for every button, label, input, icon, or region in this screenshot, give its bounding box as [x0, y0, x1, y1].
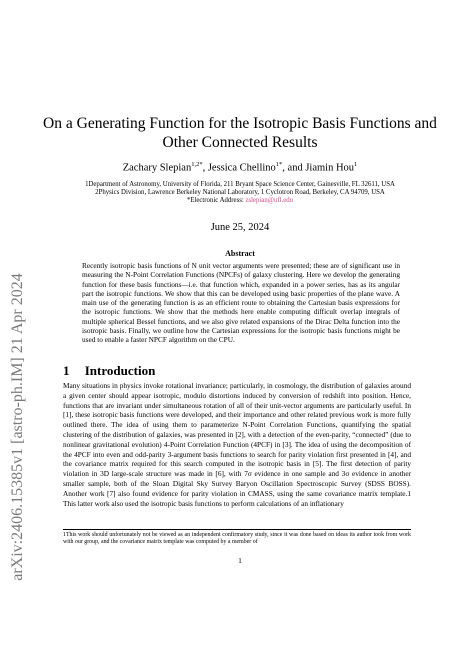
paper-title: On a Generating Function for the Isotropic Basis Functions and Other Connected Results: [43, 115, 437, 151]
section-number: 1: [63, 363, 70, 378]
email-link[interactable]: zslepian@ufl.edu: [245, 197, 294, 204]
footnote: 1This work should unfortunately not be viewed as an independent confirmatory study, since it was done based on ideas its author took from work with our group, and the covariance matrix template was computed by a member of: [63, 529, 411, 546]
abstract-heading: Abstract: [225, 249, 255, 258]
introduction-text: Many situations in physics invoke rotational invariance; particularly, in cosmology, the distribution of galaxies around a given center should appear isotropic, modulo distortions induced by conversion of redshift into position. Hence, functions that are invariant under simultaneous rotation of all of their unit-vector arguments are particularly useful. In [1], these isotropic basis functions were developed, and their importance and other related previous work is more fully outlined there. The idea of using them to parameterize N-Point Correlation Functions, quantifying the spatial clustering of the distribution of galaxies, was presented in [2], with a detection of the even-parity, “connected” (due to nonlinear gravitational evolution) 4-Point Correlation Function (4PCF) in [3]. The idea of using the decomposition of the 4PCF into even and odd-parity 3-argument basis functions to search for parity violation first presented in [4], and the covariance matrix required for this search computed in the isotropic basis in [5]. The first detection of parity violation in 3D large-scale structure was made in [6], with 7σ evidence in one sample and 3σ evidence in another smaller sample, both of the Sloan Digital Sky Survey Baryon Oscillation Spectroscopic Survey (SDSS BOSS). Another work [7] also found evidence for parity violation in CMASS, using the same covariance matrix template.1 This latter work also used the isotropic basis functions to perform calculations of an inflationary: [63, 381, 411, 508]
section-title: Introduction: [84, 363, 156, 378]
section-heading: [63, 363, 155, 379]
arxiv-identifier-stamp: [2, 273, 34, 581]
affiliations: [60, 181, 420, 205]
abstract-text: Recently isotropic basis functions of N unit vector arguments were presented; these are of significant use in measuring the N-Point Correlation Functions (NPCFs) of galaxy clustering. Here we develop the generating function for these basis functions—i.e. that function which, expanded in a power series, has as its angular part the isotropic functions. We show that this can be developed using basic properties of the plane wave. A main use of the generating function is as an efficient route to obtaining the Cartesian basis expressions for the isotropic functions. We show that the methods here enable computing difficult overlap integrals of multiple spherical Bessel functions, and we also give related expansions of the Dirac Delta function into the isotropic basis. Finally, we outline how the Cartesian expressions for the isotropic basis functions might be used to enable a faster NPCF algorithm on the CPU.: [82, 261, 400, 345]
affiliation-2: 2Physics Division, Lawrence Berkeley National Laboratory, 1 Cyclotron Road, Berkeley, CA 94709, USA: [95, 189, 385, 196]
arxiv-identifier: arXiv:2406.15385v1 [astro-ph.IM] 21 Apr 2024: [9, 273, 26, 581]
author-list: Zachary Slepian$^{1,2*}$, Jessica Chellino$^{1*}$, and Jiamin Hou$^1$: [122, 161, 358, 174]
page-number: 1: [238, 556, 242, 565]
contact-email[interactable]: *Electronic Address: zslepian@ufl.edu: [186, 197, 294, 204]
affiliation-1: 1Department of Astronomy, University of Florida, 211 Bryant Space Science Center, Gainesville, FL 32611, USA: [85, 181, 395, 188]
publication-date: June 25, 2024: [210, 222, 270, 233]
